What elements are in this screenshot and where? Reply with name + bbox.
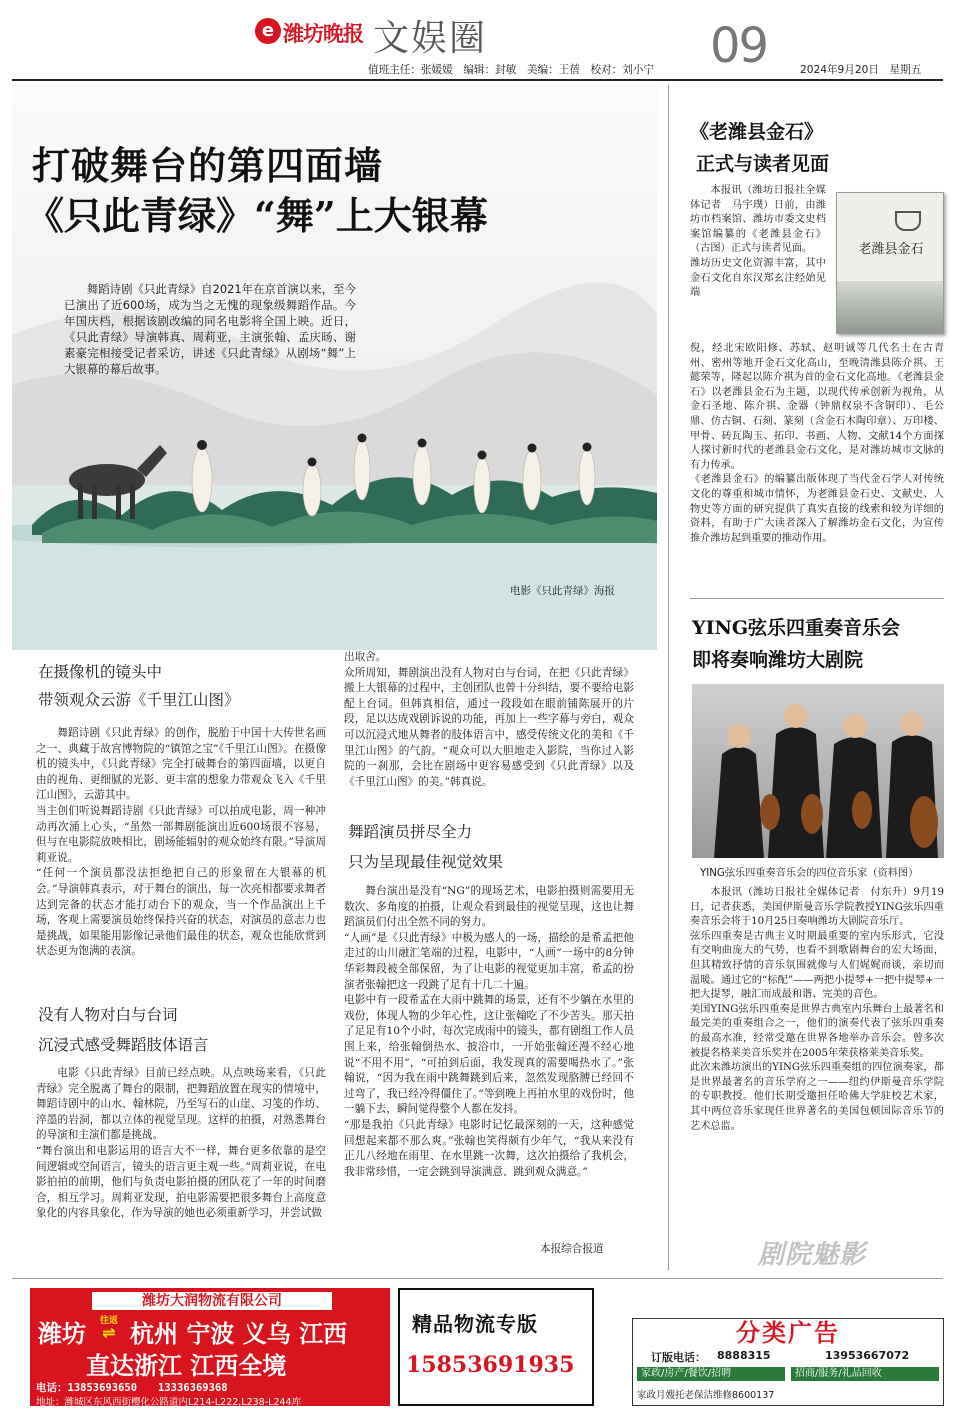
photo-caption: 电影《只此青绿》海报: [510, 585, 615, 597]
story2-title-line1: YING弦乐四重奏音乐会: [692, 617, 901, 639]
hero-panel: [12, 85, 657, 650]
credits: 值班主任：张媛媛 编辑：封敏 美编：王蓓 校对：刘小宁: [368, 64, 655, 76]
newspaper-name: 潍坊晚报: [283, 21, 363, 46]
story1-title-line1: 《老潍县金石》: [690, 121, 824, 143]
column1-paragraph1: 舞蹈诗剧《只此青绿》的创作，脱胎于中国十大传世名画之一、典藏于故宫博物院的“镇馆之宝”《千里江山图》。在摄像机的镜头中，《只此青绿》完全打破舞台的第四面墙，以更自由的视角、更细腻的光影、更丰富的想象力带观众飞入《千里江山图》，云游其中。 当主创们听说舞蹈诗剧《只此青绿》可以拍成电影，周一种冲动再次涌上心头，“虽然一部舞剧能演出近600场很不容易，但与在电影院放映相比，剧场能辐射的观众始终有限。”导演周莉亚说。 “任何一个演员都没法拒绝把自己的形象留在大银幕的机会。”导演韩真表示，对于舞台的演出，每一次亮相都要求舞者达到完备的状态才能打动台下的观众，当一个作品演出上千场，客观上需要演员始终保持兴奋的状态，对演员的意志力也是挑战，如果能用影像记录他们最佳的状态，观众也能欣赏到状态更为饱满的表演。: [36, 727, 326, 958]
book-cover-landscape: [837, 281, 944, 334]
right-divider: [690, 598, 944, 599]
hotline-2: 13953667072: [825, 1349, 910, 1362]
classified-ad[interactable]: [632, 1318, 944, 1406]
footer-rule: [12, 1278, 943, 1279]
story1-bottom-text: 倪，经北宋欧阳修、苏轼、赵明诚等几代名士在古青州、密州等地开金石文化高山，至晚清潍县陈介祺、王懿荣等，隆起以陈介祺为首的金石文化高地。《老潍县金石》以老潍县金石为主题，以现代传承创新为视角，从金石圣地、陈介祺、金器（钟鼎权泉不含铜印）、毛公鼎、仿古铜、石刻、篆刻（含金石木陶印章）、万印楼、甲骨、砖瓦陶玉、拓印、书画、人物、文献14个方面探人探讨新时代的老潍县金石文化，是对潍坊城市文脉的有力传承。 《老潍县金石》的编纂出版体现了当代金石学人对传统文化的尊重和城市情怀，为老潍县金石史、文献史、人物史等方面的研究提供了真实直接的线索和较为详细的资料，有助于广大读者深入了解潍坊金石文化，为宣传推介潍坊起到重要的推动作用。: [690, 343, 944, 544]
hotline-1: 8888315: [717, 1349, 771, 1362]
subhead-3b: 只为呈现最佳视觉效果: [348, 853, 504, 871]
byline: 本报综合报道: [540, 1243, 604, 1255]
story1-title-line2: 正式与读者见面: [696, 153, 830, 175]
classified-title: 分类广告: [736, 1318, 840, 1347]
subhead-2b: 沉浸式感受舞蹈肢体语言: [38, 1036, 209, 1054]
column-divider: [668, 85, 669, 1270]
logistics-company: 潍坊大润物流有限公司: [92, 1292, 332, 1310]
bronze-vessel-icon: [895, 211, 921, 231]
classified-row3: 家政月嫂托老保洁维修8600137: [637, 1390, 775, 1401]
round-trip-label: 往返: [99, 1316, 118, 1326]
page-number: 09: [710, 18, 768, 74]
headline-line2: 《只此青绿》“舞”上大银幕: [26, 193, 488, 238]
route-direct: 直达浙江 江西全境: [86, 1352, 287, 1380]
column2-paragraph1: 出取舍。 众所周知，舞剧演出没有人物对白与台词，在把《只此青绿》搬上大银幕的过程中，主创团队也曾十分纠结，要不要给电影配上台词。但韩真相信，通过一段段如在眼前铺陈展开的片段，足以达成戏剧诉说的功能，再加上一些字幕与旁白，观众可以沉浸式地从舞者的肢体语言中，感受传统文化的美和《千里江山图》的气韵。“观众可以大胆地走入影院，当你过入影院的一刹那，会比在剧场中更容易感受到《只此青绿》以及《千里江山图》的美。”韩真说。: [344, 651, 634, 788]
headline-line1: 打破舞台的第四面墙: [32, 143, 384, 188]
theater-column-logo: 剧院魅影: [758, 1240, 867, 1270]
logistics-address: 地址：潍城区东风西街樱化公路道内L214-L222,L238-L244库: [36, 1397, 302, 1408]
route-destinations: 杭州 宁波 义乌 江西: [130, 1320, 348, 1348]
round-trip-arrow-icon: 往返 ⇌: [99, 1316, 118, 1342]
express-ad[interactable]: [398, 1288, 594, 1406]
story1-top-text: 本报讯（潍坊日报社全媒体记者 马宇璞）日前，由潍坊市档案馆、潍坊市委文史档案馆编纂的《老潍县金石》（古图）正式与读者见面。 潍坊历史文化资源丰富，其中金石文化自东汉郑玄注经始见端: [690, 185, 826, 299]
subhead-1b: 带领观众云游《千里江山图》: [38, 691, 240, 709]
express-ad-phone: 15853691935: [406, 1352, 575, 1378]
subhead-3a: 舞蹈演员拼尽全力: [348, 823, 473, 841]
hotline-label: 订版电话：: [651, 1351, 706, 1364]
route-origin: 潍坊: [38, 1320, 86, 1348]
column2-paragraph2: 舞台演出是没有“NG”的现场艺术，电影拍摄则需要用无数次、多角度的拍摄，让观众看到最佳的视觉呈现，这也让舞蹈演员们付出全然不同的努力。 “人画”是《只此青绿》中极为感人的一场，描绘的是希孟把他走过的山川融汇笔端的过程，电影中，“人画”一场中的8分钟华彩舞段被全部保留，为了让电影的视觉更加丰富，希孟的扮演者张翰把这一段跳了足有十几二十遍。 电影中有一段希孟在大雨中跳舞的场景，还有不少躺在水里的戏份，体现人物的少年心性，这让张翰吃了不少苦头。那天拍了足足有10个小时，每次完成雨中的镜头，都有剧组工作人员围上来，给张翰倒热水、披浴巾，一开始张翰还漫不经心地说“不用不用”，“可拍到后面，我发现真的需要喝热水了。”张翰说，“因为我在雨中跳舞跳到后来，忽然发现胳膊已经回不过弯了，我已经冷得僵住了。”等到晚上再拍水里的戏份时，他一躺下去，瞬间觉得整个人都在发抖。 “那是我拍《只此青绿》电影时记忆最深刻的一天，这种感觉回想起来都不那么爽。”张翰也笑得颇有少年气，“我从来没有正儿八经地在雨里、在水里跳一次舞，这次拍摄给了我机会，我非常珍惜，一定会跳到导演满意、跳到观众满意。”: [344, 885, 634, 1178]
lead-paragraph: 舞蹈诗剧《只此青绿》自2021年在京首演以来，至今已演出了近600场，成为当之无愧的现象级舞蹈作品。今年国庆档，根据该剧改编的同名电影将全国上映。近日，《只此青绿》导演韩真、周莉亚，主演张翰、孟庆旸、谢素豪完相接受记者采访，讲述《只此青绿》从剧场“舞”上大银幕的幕后故事。: [64, 282, 356, 376]
express-ad-title: 精品物流专版: [412, 1312, 538, 1336]
subhead-2a: 没有人物对白与台词: [38, 1006, 178, 1024]
book-cover-title: 老潍县金石: [858, 242, 924, 257]
section-title: 文娱圈: [373, 18, 488, 59]
newspaper-logo-icon: e: [255, 18, 281, 44]
story2-body: 本报讯（潍坊日报社全媒体记者 付东升）9月19日，记者获悉，美国伊斯曼音乐学院教授YING弦乐四重奏音乐会将于10月25日奏响潍坊大剧院音乐厅。 弦乐四重奏是古典主义时期最重要的室内乐形式，它没有交响曲庞大的气势，也看不到歌剧舞台的宏大场面，但其精致抒情的音乐氛围就像与人们娓娓而谈，亲切而温暖。通过它的“标配”——两把小提琴+一把中提琴+一把大提琴，融汇而成最和谐、完美的音色。 美国YING弦乐四重奏是世界古典室内乐舞台上最著名和最完美的重奏组合之一，他们的演奏代表了弦乐四重奏的最高水准，经常受邀在世界各地举办音乐会。曾多次被提名格莱美音乐奖并在2005年荣获格莱美音乐奖。 此次来潍坊演出的YING弦乐四重奏组的四位演奏家，都是世界最著名的音乐学府之一——纽约伊斯曼音乐学院的专职教授。他们长期受邀担任哈佛大学驻校艺术家，其中两位音乐家现任世界著名的美国包顿国际音乐节的艺术总监。: [690, 887, 944, 1132]
masthead: [255, 8, 695, 58]
classified-row2: 招商/服务/礼品回收: [791, 1367, 939, 1381]
quartet-photo-caption: YING弦乐四重奏音乐会的四位音乐家（资料图）: [700, 868, 919, 879]
logistics-phone: 电话：13853693650 13336369368: [36, 1382, 228, 1394]
book-cover: [836, 192, 944, 334]
story2-title-line2: 即将奏响潍坊大剧院: [692, 649, 864, 671]
classified-row1: 家政/房产/餐饮/招聘: [637, 1367, 785, 1381]
header-rule: [12, 79, 943, 81]
issue-date: 2024年9月20日 星期五: [800, 64, 922, 76]
quartet-photo: [692, 684, 944, 858]
logistics-ad[interactable]: [30, 1288, 390, 1406]
column1-paragraph2: 电影《只此青绿》目前已经点映。从点映场来看，《只此青绿》完全脱离了舞台的限制，把舞蹈放置在现实的情境中，舞蹈诗剧中的山水、翰林院，乃至写石的山崖、习笺的作坊、淬墨的岩洞，都以立体的视觉呈现。这样的拍摄，对熟悉舞台的导演和主演们都是挑战。 “舞台演出和电影运用的语言大不一样，舞台更多依靠的是空间逻辑或空间语言，镜头的语言更主观一些。”周莉亚说，在电影拍拍的前期，他们与负责电影拍摄的团队花了一年的时间磨合，相互学习。周莉亚发现，拍电影需要把很多舞台上高度意象化的内容具象化，作为导演的她也必须重新学习，并尝试做: [36, 1067, 326, 1220]
subhead-1a: 在摄像机的镜头中: [38, 663, 163, 681]
